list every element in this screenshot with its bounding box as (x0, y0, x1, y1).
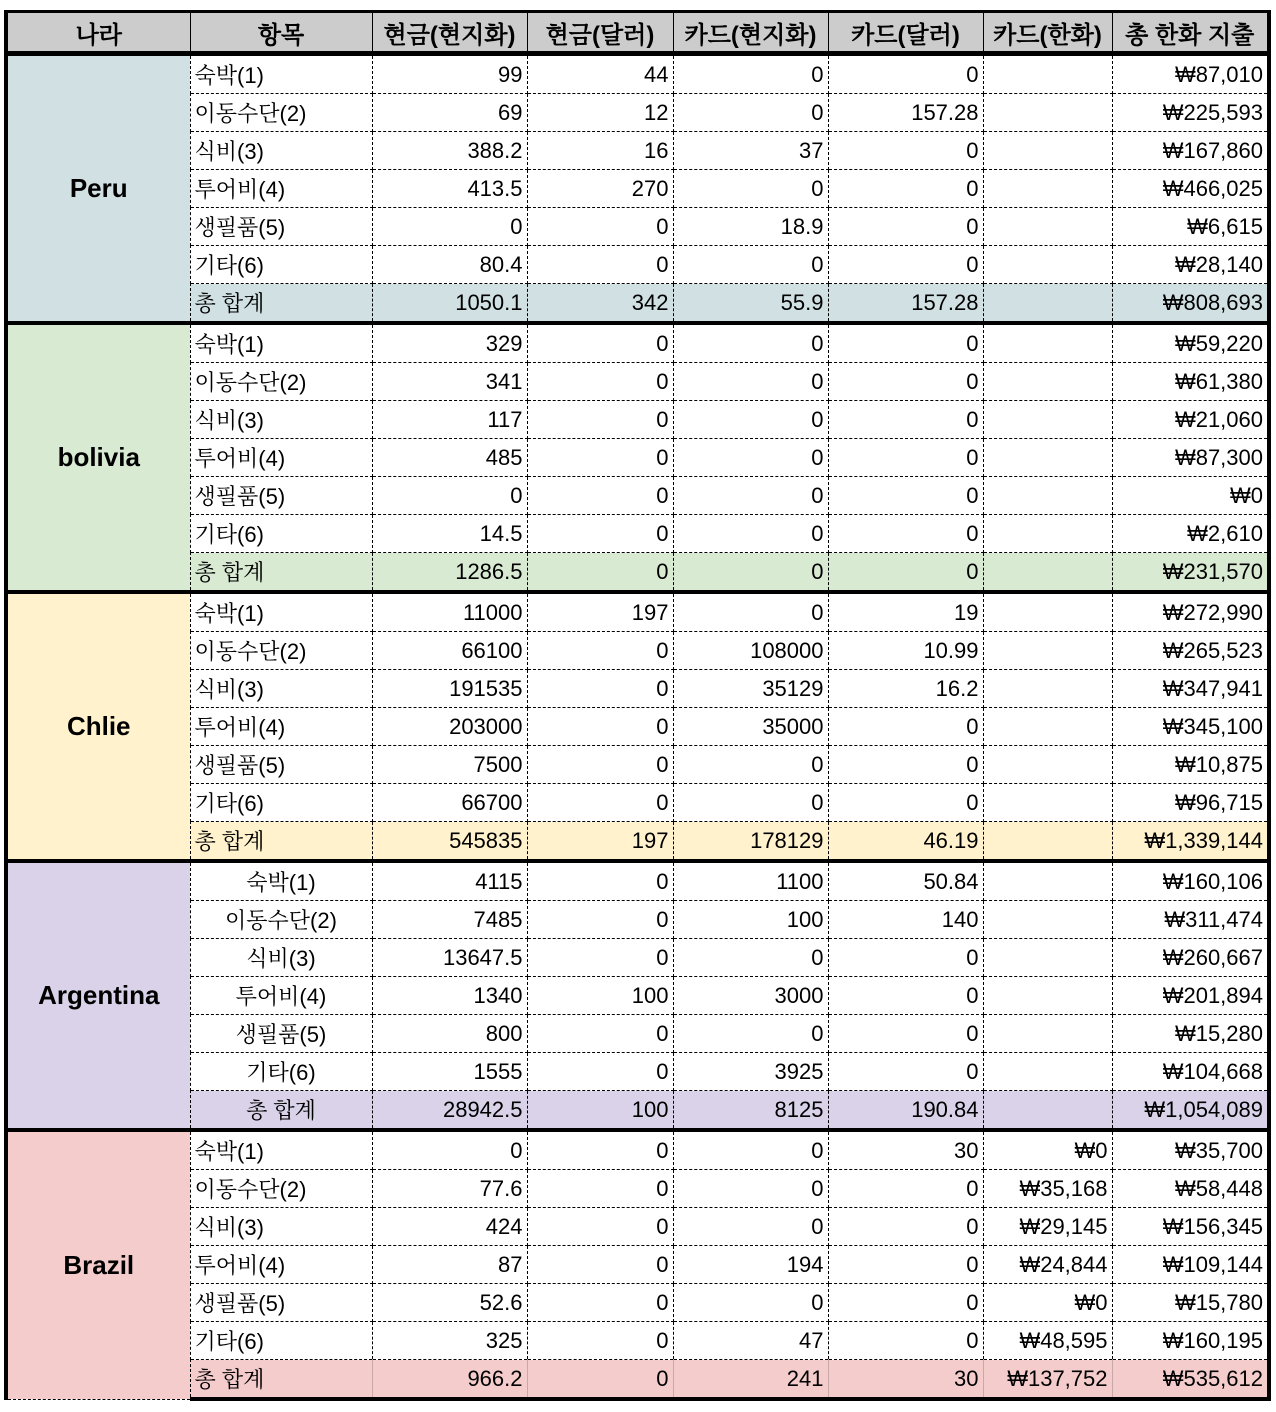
total-krw-cell[interactable]: ₩260,667 (1112, 939, 1269, 977)
card-usd-cell[interactable]: 30 (828, 1130, 983, 1170)
item-cell[interactable]: 투어비(4) (190, 1246, 372, 1284)
card-usd-cell[interactable]: 0 (828, 1015, 983, 1053)
card-krw-cell[interactable] (983, 246, 1112, 284)
table-row (6, 401, 1269, 439)
card-local-cell[interactable]: 194 (673, 1246, 828, 1284)
card-krw-cell[interactable] (983, 1053, 1112, 1091)
card-usd-cell[interactable]: 0 (828, 1322, 983, 1360)
card-local-cell[interactable]: 3000 (673, 977, 828, 1015)
cash-usd-cell[interactable]: 0 (527, 670, 673, 708)
cash-local-cell[interactable]: 1340 (372, 977, 527, 1015)
table-row (6, 784, 1269, 822)
table-row (6, 323, 1269, 363)
total-row (6, 284, 1269, 324)
cash-usd-cell[interactable]: 0 (527, 1360, 673, 1400)
cash-local-cell[interactable]: 329 (372, 323, 527, 363)
cash-usd-cell[interactable]: 44 (527, 54, 673, 94)
cash-local-cell[interactable]: 4115 (372, 861, 527, 901)
card-krw-cell[interactable] (983, 284, 1112, 324)
total-krw-cell[interactable]: ₩265,523 (1112, 632, 1269, 670)
card-local-cell[interactable]: 0 (673, 1170, 828, 1208)
card-local-cell[interactable]: 241 (673, 1360, 828, 1400)
cash-usd-cell[interactable]: 197 (527, 822, 673, 862)
cash-local-cell[interactable]: 14.5 (372, 515, 527, 553)
total-krw-cell[interactable]: ₩156,345 (1112, 1208, 1269, 1246)
item-cell[interactable]: 기타(6) (190, 515, 372, 553)
cash-local-cell[interactable]: 485 (372, 439, 527, 477)
card-local-cell[interactable]: 0 (673, 170, 828, 208)
card-local-cell[interactable]: 0 (673, 401, 828, 439)
total-krw-cell[interactable]: ₩347,941 (1112, 670, 1269, 708)
item-cell[interactable]: 이동수단(2) (190, 901, 372, 939)
card-local-cell[interactable]: 1100 (673, 861, 828, 901)
cash-usd-cell[interactable]: 342 (527, 284, 673, 324)
item-cell[interactable]: 기타(6) (190, 784, 372, 822)
card-krw-cell[interactable] (983, 94, 1112, 132)
card-local-cell[interactable]: 0 (673, 784, 828, 822)
cash-local-cell[interactable]: 66700 (372, 784, 527, 822)
cash-local-cell[interactable]: 7500 (372, 746, 527, 784)
card-krw-cell[interactable]: ₩48,595 (983, 1322, 1112, 1360)
card-krw-cell[interactable] (983, 861, 1112, 901)
table-row (6, 1322, 1269, 1360)
cash-usd-cell[interactable]: 0 (527, 901, 673, 939)
card-local-cell[interactable]: 0 (673, 54, 828, 94)
cash-local-cell[interactable]: 966.2 (372, 1360, 527, 1400)
card-usd-cell[interactable]: 190.84 (828, 1091, 983, 1131)
header-card-local[interactable]: 카드(현지화) (673, 12, 828, 54)
cash-local-cell[interactable]: 52.6 (372, 1284, 527, 1322)
total-krw-cell[interactable]: ₩96,715 (1112, 784, 1269, 822)
cash-usd-cell[interactable]: 0 (527, 861, 673, 901)
item-cell[interactable]: 총 합계 (190, 284, 372, 324)
cash-local-cell[interactable]: 191535 (372, 670, 527, 708)
card-krw-cell[interactable]: ₩35,168 (983, 1170, 1112, 1208)
item-cell[interactable]: 생필품(5) (190, 1284, 372, 1322)
total-krw-cell[interactable]: ₩2,610 (1112, 515, 1269, 553)
card-krw-cell[interactable] (983, 363, 1112, 401)
travel-expense-table (4, 10, 1271, 1401)
cash-local-cell[interactable]: 0 (372, 208, 527, 246)
cash-local-cell[interactable]: 325 (372, 1322, 527, 1360)
card-krw-cell[interactable] (983, 939, 1112, 977)
item-cell[interactable]: 숙박(1) (190, 323, 372, 363)
item-cell[interactable]: 이동수단(2) (190, 1170, 372, 1208)
cash-usd-cell[interactable]: 0 (527, 363, 673, 401)
header-country[interactable]: 나라 (6, 12, 190, 54)
item-cell[interactable]: 생필품(5) (190, 477, 372, 515)
table-row (6, 670, 1269, 708)
card-krw-cell[interactable] (983, 1091, 1112, 1131)
cash-local-cell[interactable]: 388.2 (372, 132, 527, 170)
card-krw-cell[interactable] (983, 901, 1112, 939)
total-krw-cell[interactable]: ₩15,280 (1112, 1015, 1269, 1053)
cash-local-cell[interactable]: 0 (372, 1130, 527, 1170)
card-usd-cell[interactable]: 0 (828, 323, 983, 363)
total-row (6, 822, 1269, 862)
card-local-cell[interactable]: 178129 (673, 822, 828, 862)
header-cash-usd[interactable]: 현금(달러) (527, 12, 673, 54)
item-cell[interactable]: 숙박(1) (190, 592, 372, 632)
total-krw-cell[interactable]: ₩109,144 (1112, 1246, 1269, 1284)
cash-local-cell[interactable]: 87 (372, 1246, 527, 1284)
item-cell[interactable]: 총 합계 (190, 822, 372, 862)
table-row (6, 208, 1269, 246)
table-row (6, 708, 1269, 746)
item-cell[interactable]: 생필품(5) (190, 208, 372, 246)
card-usd-cell[interactable]: 0 (828, 54, 983, 94)
card-local-cell[interactable]: 3925 (673, 1053, 828, 1091)
card-local-cell[interactable]: 0 (673, 439, 828, 477)
card-krw-cell[interactable] (983, 553, 1112, 593)
total-krw-cell[interactable]: ₩15,780 (1112, 1284, 1269, 1322)
item-cell[interactable]: 생필품(5) (190, 746, 372, 784)
card-krw-cell[interactable]: ₩24,844 (983, 1246, 1112, 1284)
cash-usd-cell[interactable]: 0 (527, 553, 673, 593)
total-krw-cell[interactable]: ₩535,612 (1112, 1360, 1269, 1400)
table-row (6, 939, 1269, 977)
item-cell[interactable]: 생필품(5) (190, 1015, 372, 1053)
card-krw-cell[interactable] (983, 784, 1112, 822)
cash-local-cell[interactable]: 1050.1 (372, 284, 527, 324)
item-cell[interactable]: 숙박(1) (190, 861, 372, 901)
card-local-cell[interactable]: 0 (673, 592, 828, 632)
total-krw-cell[interactable]: ₩1,339,144 (1112, 822, 1269, 862)
table-row (6, 132, 1269, 170)
card-usd-cell[interactable]: 19 (828, 592, 983, 632)
card-local-cell[interactable]: 0 (673, 1284, 828, 1322)
card-krw-cell[interactable] (983, 632, 1112, 670)
country-cell[interactable]: Peru (6, 54, 190, 324)
table-row (6, 861, 1269, 901)
total-krw-cell[interactable]: ₩1,054,089 (1112, 1091, 1269, 1131)
card-krw-cell[interactable]: ₩137,752 (983, 1360, 1112, 1400)
cash-local-cell[interactable]: 545835 (372, 822, 527, 862)
card-local-cell[interactable]: 0 (673, 363, 828, 401)
item-cell[interactable]: 기타(6) (190, 1322, 372, 1360)
cash-usd-cell[interactable]: 0 (527, 477, 673, 515)
item-cell[interactable]: 투어비(4) (190, 708, 372, 746)
cash-local-cell[interactable]: 424 (372, 1208, 527, 1246)
card-usd-cell[interactable]: 157.28 (828, 94, 983, 132)
card-usd-cell[interactable]: 0 (828, 439, 983, 477)
card-krw-cell[interactable] (983, 708, 1112, 746)
card-krw-cell[interactable] (983, 670, 1112, 708)
cash-local-cell[interactable]: 341 (372, 363, 527, 401)
card-usd-cell[interactable]: 0 (828, 1170, 983, 1208)
total-krw-cell[interactable]: ₩59,220 (1112, 323, 1269, 363)
card-local-cell[interactable]: 55.9 (673, 284, 828, 324)
item-cell[interactable]: 기타(6) (190, 246, 372, 284)
cash-local-cell[interactable]: 66100 (372, 632, 527, 670)
item-cell[interactable]: 식비(3) (190, 939, 372, 977)
item-cell[interactable]: 숙박(1) (190, 54, 372, 94)
table-row (6, 1015, 1269, 1053)
cash-usd-cell[interactable]: 0 (527, 708, 673, 746)
card-local-cell[interactable]: 37 (673, 132, 828, 170)
item-cell[interactable]: 이동수단(2) (190, 632, 372, 670)
card-usd-cell[interactable]: 46.19 (828, 822, 983, 862)
cash-usd-cell[interactable]: 0 (527, 784, 673, 822)
card-local-cell[interactable]: 0 (673, 515, 828, 553)
cash-usd-cell[interactable]: 0 (527, 208, 673, 246)
table-row (6, 363, 1269, 401)
card-usd-cell[interactable]: 0 (828, 246, 983, 284)
cash-local-cell[interactable]: 80.4 (372, 246, 527, 284)
card-usd-cell[interactable]: 0 (828, 401, 983, 439)
header-card-usd[interactable]: 카드(달러) (828, 12, 983, 54)
cash-local-cell[interactable]: 99 (372, 54, 527, 94)
card-usd-cell[interactable]: 0 (828, 363, 983, 401)
cash-usd-cell[interactable]: 197 (527, 592, 673, 632)
card-krw-cell[interactable] (983, 54, 1112, 94)
total-krw-cell[interactable]: ₩0 (1112, 477, 1269, 515)
card-usd-cell[interactable]: 0 (828, 939, 983, 977)
card-krw-cell[interactable] (983, 977, 1112, 1015)
card-local-cell[interactable]: 108000 (673, 632, 828, 670)
cash-local-cell[interactable]: 69 (372, 94, 527, 132)
card-krw-cell[interactable] (983, 515, 1112, 553)
total-row (6, 1360, 1269, 1400)
table-row (6, 632, 1269, 670)
card-local-cell[interactable]: 35129 (673, 670, 828, 708)
card-usd-cell[interactable]: 0 (828, 1208, 983, 1246)
card-krw-cell[interactable] (983, 477, 1112, 515)
total-krw-cell[interactable]: ₩272,990 (1112, 592, 1269, 632)
card-usd-cell[interactable]: 0 (828, 170, 983, 208)
table-row (6, 1208, 1269, 1246)
country-cell[interactable]: bolivia (6, 323, 190, 592)
table-row (6, 515, 1269, 553)
card-local-cell[interactable]: 0 (673, 1015, 828, 1053)
header-cash-local[interactable]: 현금(현지화) (372, 12, 527, 54)
card-local-cell[interactable]: 0 (673, 1208, 828, 1246)
cash-usd-cell[interactable]: 0 (527, 1246, 673, 1284)
cash-usd-cell[interactable]: 0 (527, 1015, 673, 1053)
total-krw-cell[interactable]: ₩808,693 (1112, 284, 1269, 324)
total-krw-cell[interactable]: ₩21,060 (1112, 401, 1269, 439)
card-krw-cell[interactable] (983, 1015, 1112, 1053)
total-krw-cell[interactable]: ₩201,894 (1112, 977, 1269, 1015)
card-usd-cell[interactable]: 140 (828, 901, 983, 939)
cash-usd-cell[interactable]: 0 (527, 746, 673, 784)
item-cell[interactable]: 총 합계 (190, 1360, 372, 1400)
table-row (6, 1130, 1269, 1170)
cash-usd-cell[interactable]: 0 (527, 439, 673, 477)
item-cell[interactable]: 숙박(1) (190, 1130, 372, 1170)
table-row (6, 901, 1269, 939)
cash-usd-cell[interactable]: 0 (527, 1053, 673, 1091)
card-usd-cell[interactable]: 50.84 (828, 861, 983, 901)
country-cell[interactable]: Argentina (6, 861, 190, 1130)
cash-usd-cell[interactable]: 0 (527, 323, 673, 363)
total-row (6, 1091, 1269, 1131)
card-local-cell[interactable]: 8125 (673, 1091, 828, 1131)
total-krw-cell[interactable]: ₩225,593 (1112, 94, 1269, 132)
item-cell[interactable]: 식비(3) (190, 670, 372, 708)
cash-usd-cell[interactable]: 0 (527, 401, 673, 439)
cash-local-cell[interactable]: 7485 (372, 901, 527, 939)
cash-usd-cell[interactable]: 0 (527, 632, 673, 670)
card-local-cell[interactable]: 100 (673, 901, 828, 939)
cash-usd-cell[interactable]: 0 (527, 1322, 673, 1360)
card-krw-cell[interactable]: ₩0 (983, 1284, 1112, 1322)
total-krw-cell[interactable]: ₩35,700 (1112, 1130, 1269, 1170)
card-usd-cell[interactable]: 0 (828, 1053, 983, 1091)
total-krw-cell[interactable]: ₩10,875 (1112, 746, 1269, 784)
total-krw-cell[interactable]: ₩87,010 (1112, 54, 1269, 94)
total-krw-cell[interactable]: ₩28,140 (1112, 246, 1269, 284)
item-cell[interactable]: 기타(6) (190, 1053, 372, 1091)
table-row (6, 439, 1269, 477)
card-krw-cell[interactable] (983, 439, 1112, 477)
item-cell[interactable]: 총 합계 (190, 1091, 372, 1131)
card-usd-cell[interactable]: 16.2 (828, 670, 983, 708)
header-total-krw[interactable]: 총 한화 지출 (1112, 12, 1269, 54)
item-cell[interactable]: 투어비(4) (190, 170, 372, 208)
spreadsheet (4, 10, 1271, 1401)
card-usd-cell[interactable]: 0 (828, 553, 983, 593)
item-cell[interactable]: 식비(3) (190, 1208, 372, 1246)
table-row (6, 592, 1269, 632)
cash-usd-cell[interactable]: 100 (527, 1091, 673, 1131)
total-krw-cell[interactable]: ₩160,106 (1112, 861, 1269, 901)
cash-usd-cell[interactable]: 0 (527, 515, 673, 553)
total-krw-cell[interactable]: ₩466,025 (1112, 170, 1269, 208)
total-row (6, 553, 1269, 593)
card-krw-cell[interactable] (983, 746, 1112, 784)
table-row (6, 1053, 1269, 1091)
card-krw-cell[interactable]: ₩0 (983, 1130, 1112, 1170)
card-local-cell[interactable]: 47 (673, 1322, 828, 1360)
card-usd-cell[interactable]: 0 (828, 477, 983, 515)
total-krw-cell[interactable]: ₩345,100 (1112, 708, 1269, 746)
card-krw-cell[interactable] (983, 822, 1112, 862)
card-krw-cell[interactable] (983, 208, 1112, 246)
cash-local-cell[interactable]: 77.6 (372, 1170, 527, 1208)
item-cell[interactable]: 이동수단(2) (190, 363, 372, 401)
card-usd-cell[interactable]: 0 (828, 208, 983, 246)
card-krw-cell[interactable] (983, 401, 1112, 439)
card-krw-cell[interactable] (983, 132, 1112, 170)
total-krw-cell[interactable]: ₩61,380 (1112, 363, 1269, 401)
item-cell[interactable]: 식비(3) (190, 401, 372, 439)
table-row (6, 246, 1269, 284)
total-krw-cell[interactable]: ₩231,570 (1112, 553, 1269, 593)
cash-local-cell[interactable]: 413.5 (372, 170, 527, 208)
table-row (6, 1170, 1269, 1208)
card-usd-cell[interactable]: 0 (828, 977, 983, 1015)
cash-usd-cell[interactable]: 16 (527, 132, 673, 170)
card-krw-cell[interactable] (983, 592, 1112, 632)
cash-usd-cell[interactable]: 0 (527, 1130, 673, 1170)
card-local-cell[interactable]: 35000 (673, 708, 828, 746)
item-cell[interactable]: 식비(3) (190, 132, 372, 170)
cash-usd-cell[interactable]: 0 (527, 1208, 673, 1246)
card-usd-cell[interactable]: 10.99 (828, 632, 983, 670)
item-cell[interactable]: 투어비(4) (190, 977, 372, 1015)
table-row (6, 746, 1269, 784)
table-row (6, 94, 1269, 132)
total-krw-cell[interactable]: ₩58,448 (1112, 1170, 1269, 1208)
country-cell[interactable]: Chlie (6, 592, 190, 861)
card-local-cell[interactable]: 0 (673, 477, 828, 515)
header-item[interactable]: 항목 (190, 12, 372, 54)
total-krw-cell[interactable]: ₩87,300 (1112, 439, 1269, 477)
cash-local-cell[interactable]: 203000 (372, 708, 527, 746)
cash-usd-cell[interactable]: 270 (527, 170, 673, 208)
cash-local-cell[interactable]: 28942.5 (372, 1091, 527, 1131)
cash-usd-cell[interactable]: 0 (527, 246, 673, 284)
item-cell[interactable]: 이동수단(2) (190, 94, 372, 132)
cash-local-cell[interactable]: 13647.5 (372, 939, 527, 977)
cash-local-cell[interactable]: 800 (372, 1015, 527, 1053)
card-usd-cell[interactable]: 0 (828, 1246, 983, 1284)
table-row (6, 170, 1269, 208)
cash-local-cell[interactable]: 11000 (372, 592, 527, 632)
card-local-cell[interactable]: 18.9 (673, 208, 828, 246)
table-row (6, 1284, 1269, 1322)
card-local-cell[interactable]: 0 (673, 94, 828, 132)
card-usd-cell[interactable]: 0 (828, 784, 983, 822)
card-krw-cell[interactable]: ₩29,145 (983, 1208, 1112, 1246)
total-krw-cell[interactable]: ₩311,474 (1112, 901, 1269, 939)
item-cell[interactable]: 총 합계 (190, 553, 372, 593)
card-usd-cell[interactable]: 0 (828, 132, 983, 170)
cash-local-cell[interactable]: 1286.5 (372, 553, 527, 593)
card-local-cell[interactable]: 0 (673, 746, 828, 784)
card-local-cell[interactable]: 0 (673, 323, 828, 363)
total-krw-cell[interactable]: ₩6,615 (1112, 208, 1269, 246)
header-row (6, 12, 1269, 54)
cash-usd-cell[interactable]: 0 (527, 1170, 673, 1208)
card-usd-cell[interactable]: 0 (828, 708, 983, 746)
table-row (6, 477, 1269, 515)
table-row (6, 977, 1269, 1015)
total-krw-cell[interactable]: ₩160,195 (1112, 1322, 1269, 1360)
cash-usd-cell[interactable]: 100 (527, 977, 673, 1015)
card-usd-cell[interactable]: 30 (828, 1360, 983, 1400)
cash-local-cell[interactable]: 117 (372, 401, 527, 439)
table-row (6, 1246, 1269, 1284)
country-cell[interactable]: Brazil (6, 1130, 190, 1399)
card-local-cell[interactable]: 0 (673, 246, 828, 284)
card-usd-cell[interactable]: 157.28 (828, 284, 983, 324)
card-local-cell[interactable]: 0 (673, 1130, 828, 1170)
total-krw-cell[interactable]: ₩167,860 (1112, 132, 1269, 170)
item-cell[interactable]: 투어비(4) (190, 439, 372, 477)
total-krw-cell[interactable]: ₩104,668 (1112, 1053, 1269, 1091)
table-row (6, 54, 1269, 94)
card-local-cell[interactable]: 0 (673, 553, 828, 593)
card-usd-cell[interactable]: 0 (828, 515, 983, 553)
cash-local-cell[interactable]: 1555 (372, 1053, 527, 1091)
cash-local-cell[interactable]: 0 (372, 477, 527, 515)
card-usd-cell[interactable]: 0 (828, 1284, 983, 1322)
header-card-krw[interactable]: 카드(한화) (983, 12, 1112, 54)
card-local-cell[interactable]: 0 (673, 939, 828, 977)
card-krw-cell[interactable] (983, 170, 1112, 208)
card-krw-cell[interactable] (983, 323, 1112, 363)
cash-usd-cell[interactable]: 0 (527, 1284, 673, 1322)
card-usd-cell[interactable]: 0 (828, 746, 983, 784)
cash-usd-cell[interactable]: 0 (527, 939, 673, 977)
cash-usd-cell[interactable]: 12 (527, 94, 673, 132)
